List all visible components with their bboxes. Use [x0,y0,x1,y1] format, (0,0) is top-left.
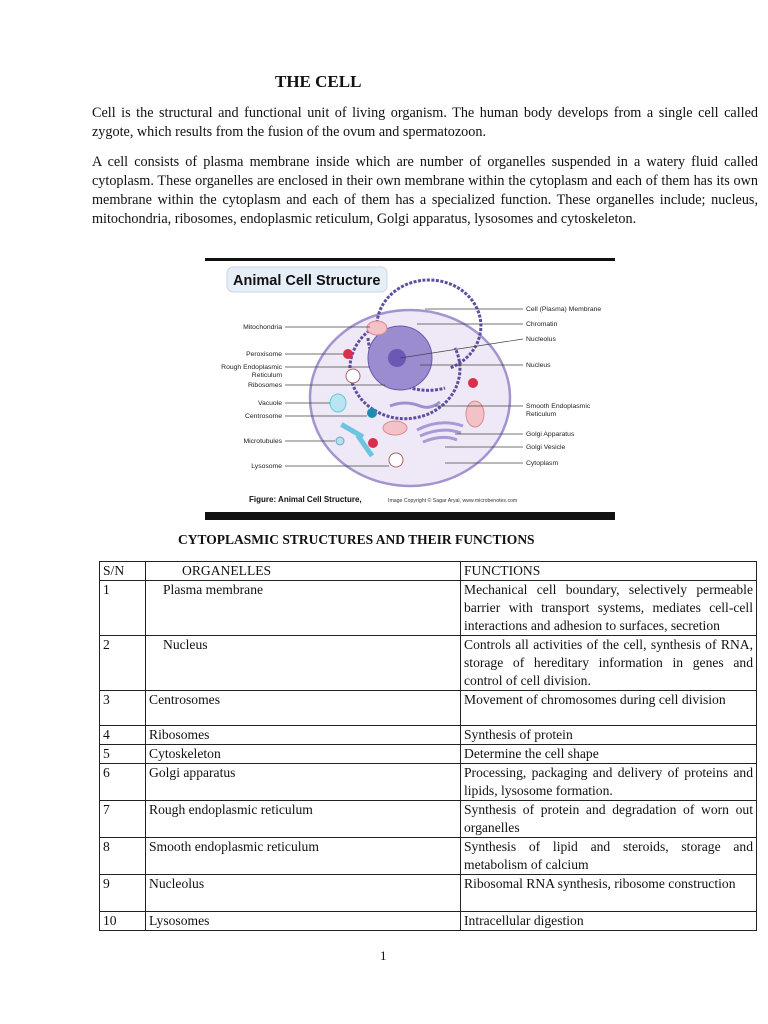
mitochondrion [466,401,484,427]
label-cytoplasm: Cytoplasm [526,460,559,467]
table-row [100,745,757,764]
row-organelle: Golgi apparatus [146,764,461,801]
label-chromatin: Chromatin [526,321,558,328]
row-function: Determine the cell shape [461,745,757,764]
label-rough-er: Rough Endoplasmic [221,364,282,371]
row-sn: 8 [100,838,146,875]
table-row [100,801,757,838]
row-function: Processing, packaging and delivery of proteins and lipids, lysosome formation. [461,764,757,801]
row-organelle: Nucleus [146,636,461,691]
header-sn: S/N [100,562,146,581]
page-title: THE CELL [275,72,362,91]
table-row [100,691,757,726]
row-function: Intracellular digestion [461,912,757,931]
lysosome [389,453,403,467]
table-row [100,581,757,636]
label-rough-er-2: Reticulum [251,372,282,379]
row-function: Ribosomal RNA synthesis, ribosome construction [461,875,757,912]
row-organelle: Cytoskeleton [146,745,461,764]
peroxisome [343,349,353,359]
row-sn: 7 [100,801,146,838]
vacuole [330,394,346,412]
row-sn: 4 [100,726,146,745]
row-sn: 9 [100,875,146,912]
label-ribosomes: Ribosomes [248,382,282,389]
vacuole-white [346,369,360,383]
table-row [100,912,757,931]
table-row [100,838,757,875]
page-number: 1 [380,948,387,963]
row-sn: 10 [100,912,146,931]
label-smooth-er-2: Reticulum [526,411,557,418]
row-function: Mechanical cell boundary, selectively permeable barrier with transport systems, mediates cell-cell interactions and adhesion to surfaces, secretion [461,581,757,636]
table-row [100,636,757,691]
intro-paragraph: Cell is the structural and functional unit of living organism. The human body develops from a single cell called zygote, which results from the fusion of the ovum and spermatozoon. [92,105,758,140]
figure-credit: Image Copyright © Sagar Aryal, www.microbenotes.com [388,498,518,504]
table-row [100,726,757,745]
label-golgi-vesicle: Golgi Vesicle [526,444,566,451]
row-organelle: Ribosomes [146,726,461,745]
row-sn: 5 [100,745,146,764]
label-smooth-er: Smooth Endoplasmic [526,403,591,410]
row-organelle: Lysosomes [146,912,461,931]
mitochondrion [367,321,387,335]
label-lysosome: Lysosome [251,463,282,470]
label-mitochondria: Mitochondria [243,324,282,331]
label-golgi-apparatus: Golgi Apparatus [526,431,575,438]
table-row [100,875,757,912]
figure-heading: Animal Cell Structure [233,273,381,289]
organelles-paragraph: A cell consists of plasma membrane inside which are number of organelles suspended in a watery fluid called cytoplasm. These organelles are enclosed in their own membrane within the cytoplasm and each of them has its own membrane within the cytoplasm and each of them has a specialized function. These organelles include; nucleus, mitochondria, ribosomes, endoplasmic reticulum, Golgi apparatus, lysosomes and cytoskeleton. [92,154,758,227]
row-sn: 6 [100,764,146,801]
label-nucleolus: Nucleolus [526,336,556,343]
peroxisome [368,438,378,448]
table-header-row [100,562,757,581]
figure-caption: Figure: Animal Cell Structure, [249,495,362,504]
row-organelle: Plasma membrane [146,581,461,636]
mitochondrion [383,421,407,435]
figure-bottom-rule [205,512,615,520]
row-organelle: Rough endoplasmic reticulum [146,801,461,838]
nucleolus [388,349,406,367]
label-microtubules: Microtubules [243,438,282,445]
label-peroxisome: Peroxisome [246,351,282,358]
row-organelle: Nucleolus [146,875,461,912]
vesicle [336,437,344,445]
row-function: Controls all activities of the cell, synthesis of RNA, storage of hereditary information in genes and control of cell division. [461,636,757,691]
cell-diagram [205,258,615,512]
row-sn: 1 [100,581,146,636]
table-row [100,764,757,801]
row-function: Synthesis of lipid and steroids, storage and metabolism of calcium [461,838,757,875]
table-body [100,581,757,931]
label-centrosome: Centrosome [244,413,282,420]
row-organelle: Centrosomes [146,691,461,726]
row-organelle: Smooth endoplasmic reticulum [146,838,461,875]
row-function: Synthesis of protein and degradation of worn out organelles [461,801,757,838]
row-function: Movement of chromosomes during cell division [461,691,757,726]
label-nucleus: Nucleus [526,362,551,369]
header-functions: FUNCTIONS [461,562,757,581]
peroxisome [468,378,478,388]
figure-top-rule [205,258,615,261]
row-sn: 2 [100,636,146,691]
organelles-table [99,561,757,931]
animal-cell-figure [205,258,615,520]
centrosome [367,408,377,418]
table-title: CYTOPLASMIC STRUCTURES AND THEIR FUNCTIONS [178,532,535,547]
row-sn: 3 [100,691,146,726]
label-vacuole: Vacuole [257,400,282,407]
header-organelles: ORGANELLES [146,562,461,581]
row-function: Synthesis of protein [461,726,757,745]
label-cell-membrane: Cell (Plasma) Membrane [526,306,602,313]
